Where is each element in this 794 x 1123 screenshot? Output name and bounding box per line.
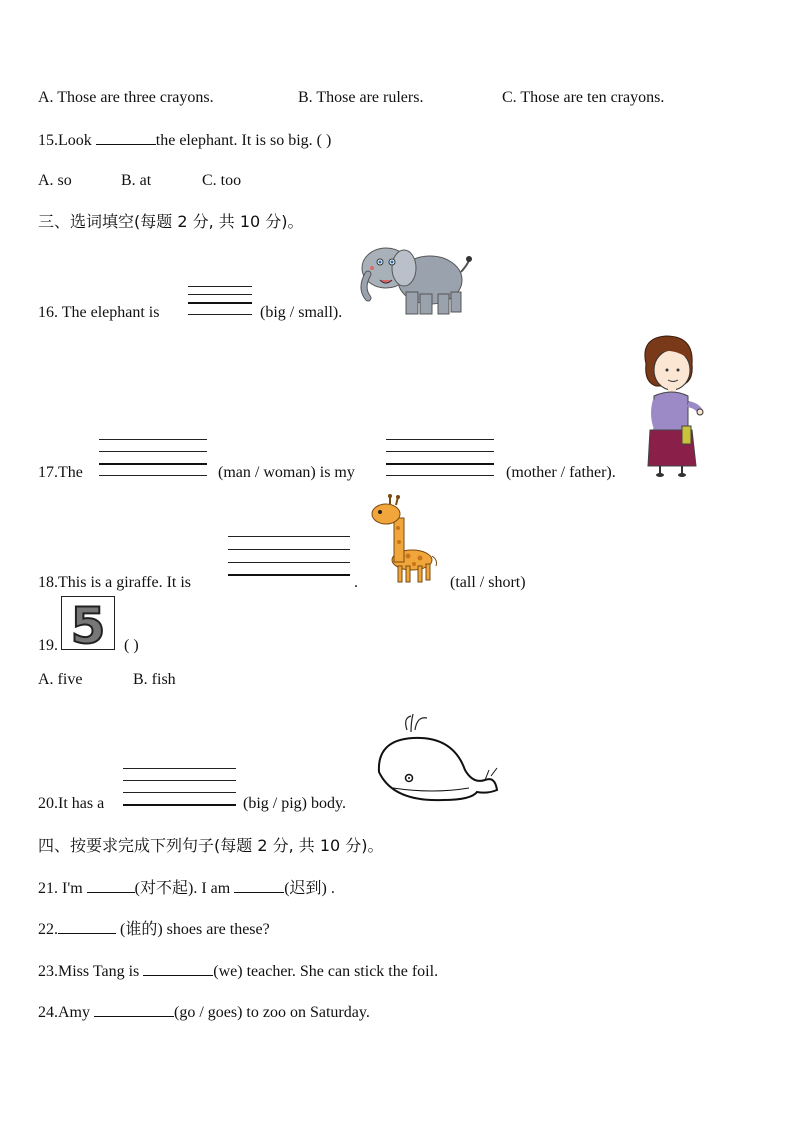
q16-text-after: (big / small). <box>260 304 343 321</box>
q15-blank[interactable] <box>96 130 156 145</box>
q15-option-c: C. too <box>202 172 242 189</box>
q14-option-b: B. Those are rulers. <box>298 89 424 106</box>
q15-text-after: the elephant. It is so big. ( ) <box>155 132 332 149</box>
q22-text-1: 22. <box>38 921 58 938</box>
q16-text-before: 16. The elephant is <box>38 304 160 321</box>
q24-text-2: (go / goes) to zoo on Saturday. <box>174 1004 370 1021</box>
q17-writing-lines-2[interactable] <box>386 439 494 479</box>
q21-blank-2[interactable] <box>234 878 284 893</box>
q22-blank[interactable] <box>58 919 116 934</box>
question-23 <box>38 961 438 982</box>
woman-picture <box>638 334 708 478</box>
q18-dot: . <box>354 574 358 591</box>
q17-text-before: 17.The <box>38 464 83 481</box>
q21-text-2: (对不起). I am <box>134 880 235 897</box>
q24-text-1: 24.Amy <box>38 1004 94 1021</box>
q19-number: 19. <box>38 637 58 654</box>
q15-option-b: B. at <box>121 172 152 189</box>
q19-option-a: A. five <box>38 671 83 688</box>
five-glyph: 5 <box>70 597 106 655</box>
whale-picture <box>373 710 499 806</box>
q14-option-c: C. Those are ten crayons. <box>502 89 665 106</box>
q14-option-a: A. Those are three crayons. <box>38 89 214 106</box>
section-4-heading: 四、按要求完成下列句子(每题 2 分, 共 10 分)。 <box>38 836 384 855</box>
question-22 <box>38 919 270 940</box>
q19-option-b: B. fish <box>133 671 176 688</box>
section-3-heading: 三、选词填空(每题 2 分, 共 10 分)。 <box>38 212 304 231</box>
q23-text-2: (we) teacher. She can stick the foil. <box>213 963 439 980</box>
q21-text-3: (迟到) . <box>284 880 335 897</box>
q20-writing-lines[interactable] <box>123 768 236 808</box>
q16-writing-lines[interactable] <box>188 286 252 318</box>
question-15 <box>38 130 331 151</box>
elephant-picture <box>358 240 473 320</box>
q19-answer-paren[interactable]: ( ) <box>124 637 139 654</box>
q22-text-2: (谁的) shoes are these? <box>116 921 270 938</box>
q18-text-before: 18.This is a giraffe. It is <box>38 574 192 591</box>
giraffe-picture <box>366 494 440 586</box>
q20-text-before: 20.It has a <box>38 795 105 812</box>
q20-text-after: (big / pig) body. <box>243 795 346 812</box>
q18-writing-lines[interactable] <box>228 536 350 580</box>
q21-blank-1[interactable] <box>87 878 135 893</box>
q17-writing-lines-1[interactable] <box>99 439 207 479</box>
q23-blank[interactable] <box>143 961 213 976</box>
q17-text-middle: (man / woman) is my <box>218 464 355 481</box>
q21-text-1: 21. I'm <box>38 880 87 897</box>
q17-text-after: (mother / father). <box>506 464 616 481</box>
q15-option-a: A. so <box>38 172 72 189</box>
number-five-picture <box>61 596 115 655</box>
q15-text-before: 15.Look <box>38 132 96 149</box>
q24-blank[interactable] <box>94 1002 174 1017</box>
question-21 <box>38 878 335 899</box>
q18-text-after: (tall / short) <box>450 574 526 591</box>
question-24 <box>38 1002 370 1023</box>
q23-text-1: 23.Miss Tang is <box>38 963 144 980</box>
